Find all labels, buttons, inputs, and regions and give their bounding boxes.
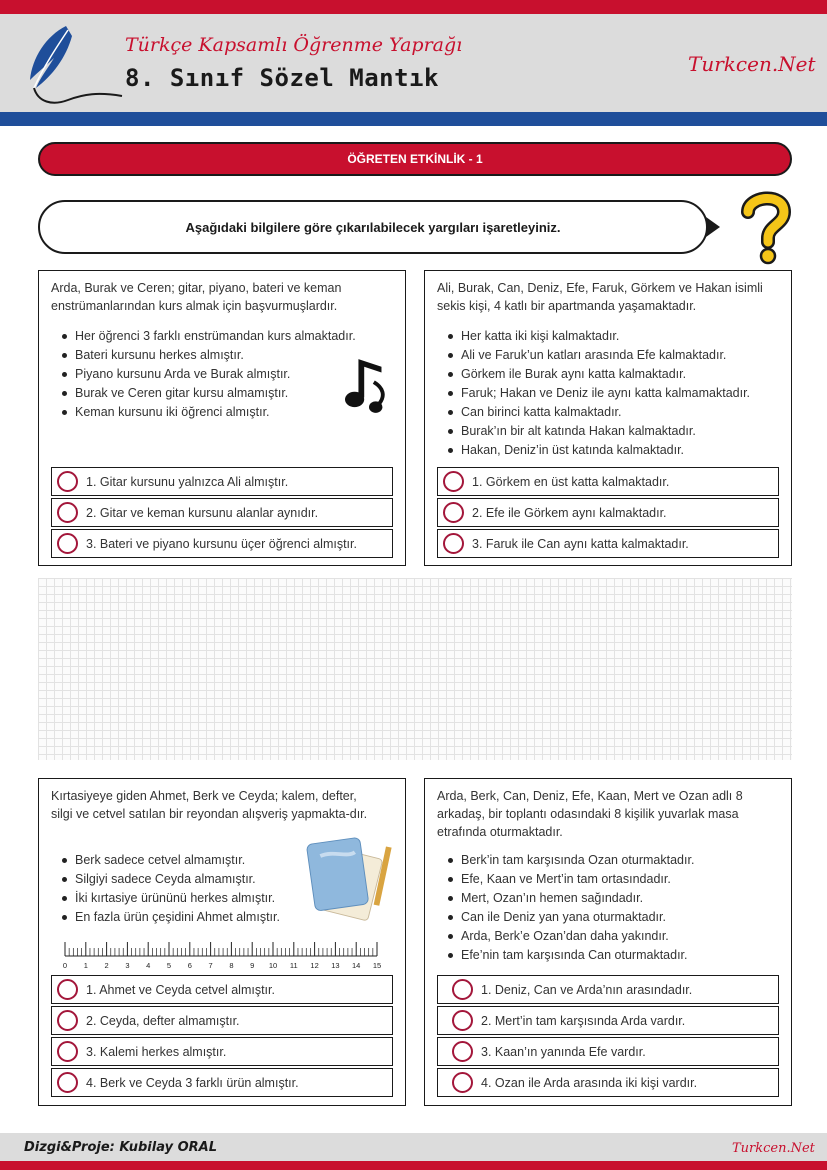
brand-logo: Turkcen.Net (688, 52, 816, 76)
option-label: 4. Ozan ile Arda arasında iki kişi vardır. (481, 1075, 698, 1090)
ruler-icon (63, 940, 381, 970)
clue-item: Berk sadece cetvel almamıştır. (75, 851, 393, 870)
instruction-box: Aşağıdaki bilgilere göre çıkarılabilecek yargıları işaretleyiniz. (38, 200, 708, 254)
clue-item: Silgiyi sadece Ceyda almamıştır. (75, 870, 393, 889)
ruler-label: 2 (104, 961, 109, 970)
clue-item: Bateri kursunu herkes almıştır. (75, 346, 393, 365)
ruler-label: 0 (63, 961, 68, 970)
ruler-label: 10 (268, 961, 278, 970)
option-row[interactable] (51, 467, 393, 496)
option-radio[interactable] (57, 1072, 78, 1093)
option-row[interactable] (51, 529, 393, 558)
option-radio[interactable] (452, 1041, 473, 1062)
option-label: 2. Efe ile Görkem aynı kalmaktadır. (472, 505, 667, 520)
option-row[interactable] (437, 467, 779, 496)
music-note-icon (345, 353, 393, 417)
option-radio[interactable] (443, 471, 464, 492)
clue-item: Efe, Kaan ve Mert’in tam ortasındadır. (461, 870, 779, 889)
option-radio[interactable] (57, 979, 78, 1000)
ruler-label: 3 (125, 961, 130, 970)
puzzle-card-instruments (38, 270, 406, 566)
clue-item: Efe’nin tam karşısında Can oturmaktadır. (461, 946, 779, 965)
top-red-stripe (0, 0, 827, 14)
option-radio[interactable] (452, 1010, 473, 1031)
option-label: 3. Kaan’ın yanında Efe vardır. (481, 1044, 646, 1059)
puzzle-card-round-table (424, 778, 792, 1106)
ruler-label: 11 (289, 961, 298, 970)
scratch-grid (38, 578, 792, 760)
option-radio[interactable] (443, 502, 464, 523)
option-row[interactable] (437, 1037, 779, 1066)
option-radio[interactable] (452, 1072, 473, 1093)
option-row[interactable] (437, 975, 779, 1004)
clue-item: Hakan, Deniz’in üst katında kalmaktadır. (461, 441, 779, 460)
option-radio[interactable] (57, 471, 78, 492)
clue-item: Berk’in tam karşısında Ozan oturmaktadır. (461, 851, 779, 870)
card-intro: Ali, Burak, Can, Deniz, Efe, Faruk, Görkem ve Hakan isimli sekis kişi, 4 katlı bir apartmanda yaşamaktadır. (437, 281, 763, 313)
clue-item: İki kırtasiye ürününü herkes almıştır. (75, 889, 393, 908)
puzzle-card-apartment (424, 270, 792, 566)
clue-item: Ali ve Faruk’un katları arasında Efe kalmaktadır. (461, 346, 779, 365)
option-row[interactable] (51, 498, 393, 527)
option-row[interactable] (51, 975, 393, 1004)
clue-item: Her katta iki kişi kalmaktadır. (461, 327, 779, 346)
option-label: 1. Ahmet ve Ceyda cetvel almıştır. (86, 982, 275, 997)
clue-item: Can birinci katta kalmaktadır. (461, 403, 779, 422)
ruler-label: 15 (372, 961, 381, 970)
option-radio[interactable] (57, 1010, 78, 1031)
clue-item: Arda, Berk’e Ozan’dan daha yakındır. (461, 927, 779, 946)
footer-brand: Turkcen.Net (732, 1141, 815, 1156)
option-label: 3. Kalemi herkes almıştır. (86, 1044, 227, 1059)
card-intro: Kırtasiyeye giden Ahmet, Berk ve Ceyda; kalem, defter, silgi ve cetvel satılan bir reyondan alışveriş yapmakta-dır. (51, 789, 368, 821)
activity-title: ÖĞRETEN ETKİNLİK - 1 (38, 142, 792, 176)
footer-credit: Dizgi&Proje: Kubilay ORAL (24, 1140, 217, 1155)
option-row[interactable] (437, 498, 779, 527)
feather-pen-icon (18, 22, 128, 110)
option-label: 3. Bateri ve piyano kursunu üçer öğrenci almıştır. (86, 536, 357, 551)
clue-item: Can ile Deniz yan yana oturmaktadır. (461, 908, 779, 927)
clue-list (461, 327, 779, 460)
header-blue-stripe (0, 112, 827, 126)
ruler-label: 14 (352, 961, 361, 970)
page-title: 8. Sınıf Sözel Mantık (125, 64, 439, 92)
option-radio[interactable] (57, 502, 78, 523)
instruction-arrow (706, 217, 720, 237)
clue-item: Burak ve Ceren gitar kursu almamıştır. (75, 384, 393, 403)
header-subtitle: Türkçe Kapsamlı Öğrenme Yaprağı (125, 34, 463, 56)
option-radio[interactable] (57, 1041, 78, 1062)
option-row[interactable] (51, 1068, 393, 1097)
clue-item: Burak’ın bir alt katında Hakan kalmaktadır. (461, 422, 779, 441)
option-row[interactable] (437, 529, 779, 558)
option-radio[interactable] (57, 533, 78, 554)
clue-item: Faruk; Hakan ve Deniz ile aynı katta kalmamaktadır. (461, 384, 779, 403)
option-radio[interactable] (452, 979, 473, 1000)
clue-item: Piyano kursunu Arda ve Burak almıştır. (75, 365, 393, 384)
ruler-label: 8 (229, 961, 234, 970)
option-radio[interactable] (443, 533, 464, 554)
clue-list (461, 851, 779, 965)
clue-item: Görkem ile Burak aynı katta kalmaktadır. (461, 365, 779, 384)
question-mark-icon (738, 190, 794, 266)
ruler-label: 13 (331, 961, 340, 970)
ruler-label: 6 (187, 961, 192, 970)
card-intro: Arda, Berk, Can, Deniz, Efe, Kaan, Mert ve Ozan adlı 8 arkadaş, bir toplantı odasındaki 8 kişilik yuvarlak masa etrafında oturmaktadır. (437, 789, 743, 839)
option-label: 2. Mert’in tam karşısında Arda vardır. (481, 1013, 686, 1028)
card-intro: Arda, Burak ve Ceren; gitar, piyano, bateri ve keman enstrümanlarından kurs almak için başvurmuşlardır. (51, 281, 342, 313)
ruler-label: 5 (166, 961, 172, 970)
clue-item: Keman kursunu iki öğrenci almıştır. (75, 403, 393, 422)
clue-item: Mert, Ozan’ın hemen sağındadır. (461, 889, 779, 908)
clue-item: En fazla ürün çeşidini Ahmet almıştır. (75, 908, 393, 927)
ruler-label: 1 (83, 961, 88, 970)
notebook-icon (303, 833, 399, 925)
option-label: 1. Görkem en üst katta kalmaktadır. (472, 474, 670, 489)
ruler-label: 4 (146, 961, 151, 970)
option-label: 2. Gitar ve keman kursunu alanlar aynıdır. (86, 505, 319, 520)
ruler-label: 7 (208, 961, 213, 970)
clue-item: Her öğrenci 3 farklı enstrümandan kurs almaktadır. (75, 327, 393, 346)
option-label: 2. Ceyda, defter almamıştır. (86, 1013, 240, 1028)
ruler-label: 12 (310, 961, 319, 970)
option-row[interactable] (437, 1006, 779, 1035)
option-label: 3. Faruk ile Can aynı katta kalmaktadır. (472, 536, 689, 551)
footer-red-stripe (0, 1161, 827, 1170)
option-label: 1. Gitar kursunu yalnızca Ali almıştır. (86, 474, 289, 489)
option-label: 1. Deniz, Can ve Arda’nın arasındadır. (481, 982, 693, 997)
option-row[interactable] (51, 1037, 393, 1066)
option-row[interactable] (437, 1068, 779, 1097)
option-row[interactable] (51, 1006, 393, 1035)
ruler-label: 9 (250, 961, 255, 970)
option-label: 4. Berk ve Ceyda 3 farklı ürün almıştır. (86, 1075, 299, 1090)
